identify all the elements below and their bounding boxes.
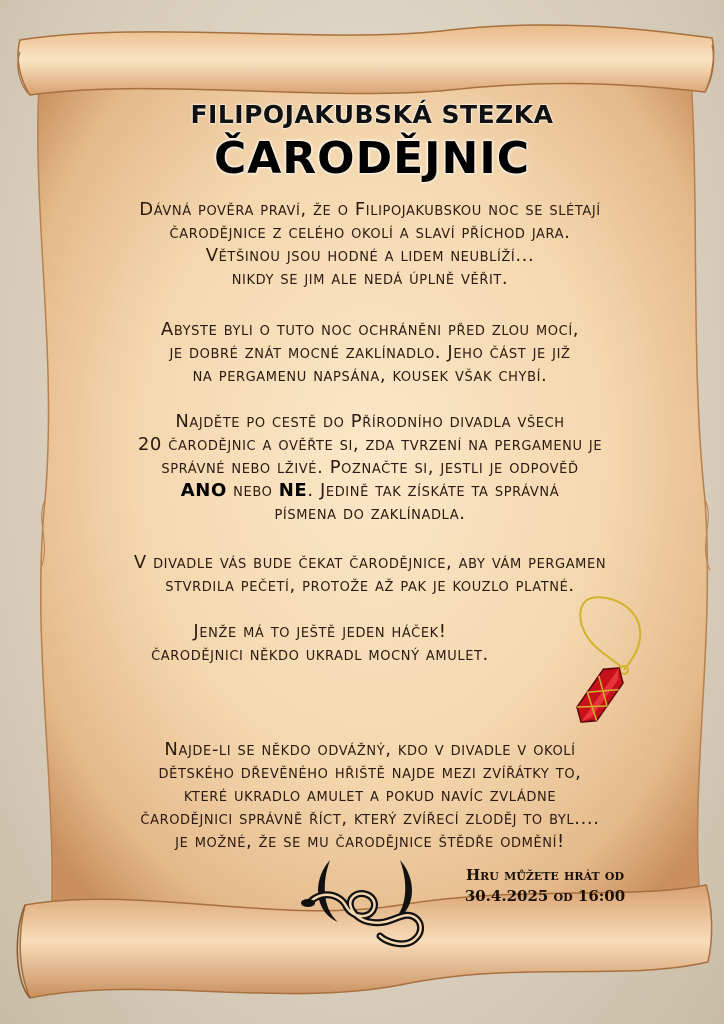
text-fragment: . Jedině tak získáte ta správná bbox=[307, 480, 560, 501]
paragraph-challenge bbox=[60, 738, 680, 853]
text-line: čarodějnici správně říct, který zvířecí zloděj to byl.... bbox=[140, 808, 600, 829]
title-line-1: FILIPOJAKUBSKÁ STEZKA bbox=[190, 100, 554, 129]
answer-yes: ANO bbox=[180, 480, 227, 501]
paragraph-intro bbox=[60, 198, 680, 290]
text-line: čarodějnice z celého okolí a slaví příchod jara. bbox=[169, 222, 571, 243]
text-fragment: nebo bbox=[226, 480, 279, 501]
text-line: je dobré znát mocné zaklínadlo. Jeho část je již bbox=[169, 342, 571, 363]
schedule-date: 30.4.2025 od 16:00 bbox=[464, 887, 626, 905]
text-line: nikdy se jim ale nedá úplně věřit. bbox=[231, 268, 509, 289]
text-line: Najděte po cestě do Přírodního divadla všech bbox=[175, 411, 565, 432]
answer-no: NE bbox=[278, 480, 308, 501]
text-line: správné nebo lživé. Poznačte si, jestli je odpověď bbox=[161, 457, 579, 478]
text-line: 20 čarodějnic a ověřte si, zda tvrzení na pergamenu je bbox=[137, 434, 603, 455]
text-line: Abyste byli o tuto noc ochráněni před zlou mocí, bbox=[160, 319, 580, 340]
text-line: Dávná pověra praví, že o Filipojakubskou noc se slétají bbox=[139, 199, 601, 220]
text-line: dětského dřevěného hřiště najde mezi zvířátky to, bbox=[158, 762, 582, 783]
text-line: písmena do zaklínadla. bbox=[274, 503, 466, 524]
paragraph-amulet bbox=[40, 620, 600, 666]
paragraph-instructions bbox=[60, 410, 680, 525]
text-line bbox=[60, 479, 680, 502]
snake-moon-emblem-icon bbox=[300, 850, 430, 950]
paragraph-spell bbox=[60, 318, 680, 387]
text-line: je možné, že se mu čarodějnice štědře odmění! bbox=[175, 831, 565, 852]
text-line: na pergamenu napsána, kousek však chybí. bbox=[192, 365, 548, 386]
text-line: Jenže má to ještě jeden háček! bbox=[193, 621, 447, 642]
text-line: V divadle vás bude čekat čarodějnice, aby vám pergamen bbox=[133, 552, 607, 573]
title-line-2: ČARODĚJNIC bbox=[213, 133, 531, 184]
text-line: čarodějnici někdo ukradl mocný amulet. bbox=[151, 644, 489, 665]
text-line: Najde-li se někdo odvážný, kdo v divadle v okolí bbox=[164, 739, 576, 760]
text-line: Většinou jsou hodné a lidem neublíží... bbox=[205, 245, 535, 266]
red-crystal-amulet-icon bbox=[560, 590, 650, 730]
schedule-note bbox=[440, 865, 650, 907]
text-line: stvrdila pečetí, protože až pak je kouzlo platné. bbox=[165, 575, 575, 596]
text-line: které ukradlo amulet a pokud navíc zvládne bbox=[183, 785, 557, 806]
schedule-line: Hru můžete hrát od bbox=[465, 866, 625, 884]
